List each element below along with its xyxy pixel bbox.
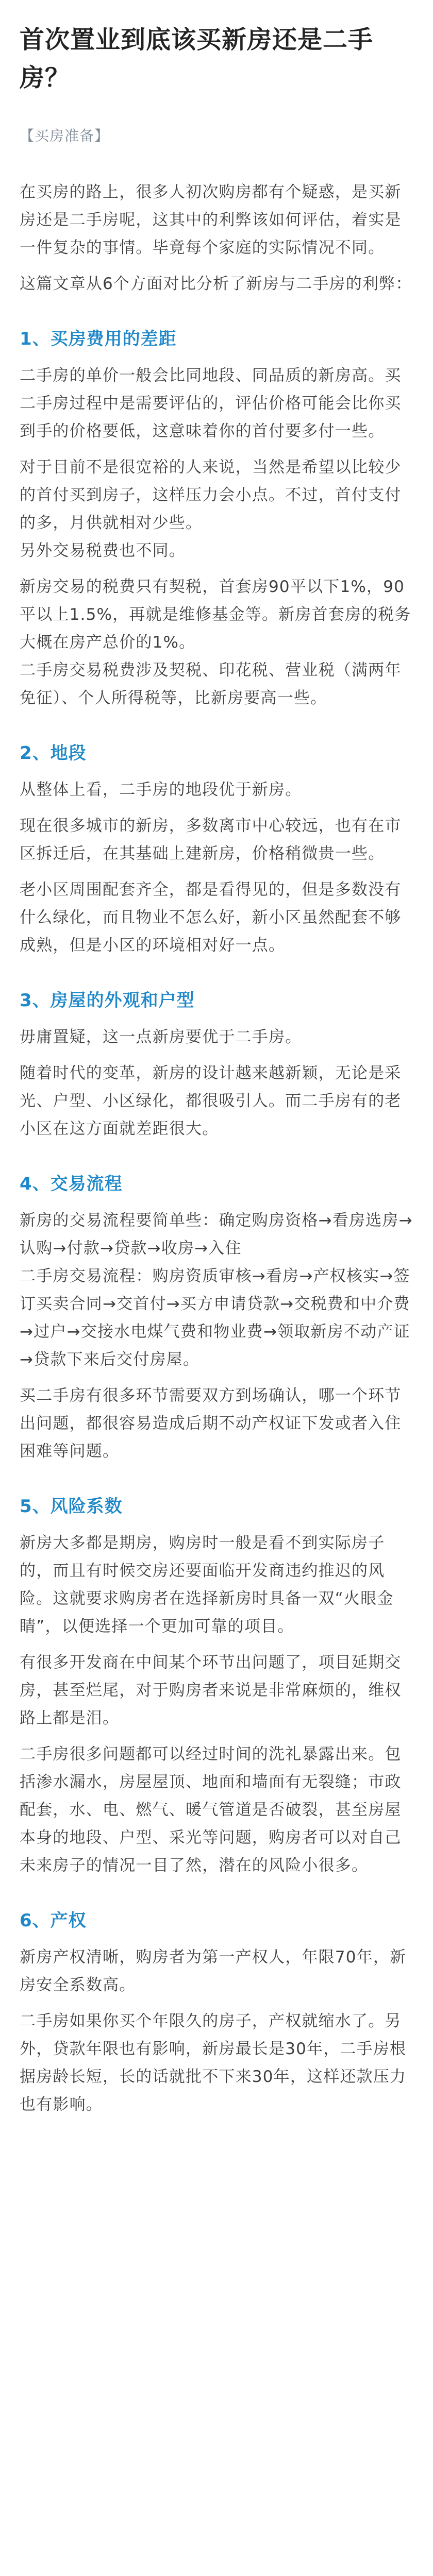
paragraph: 二手房交易流程：购房资质审核→看房→产权核实→签订买卖合同→交首付→买方申请贷款→交税费和中介费→过户→交接水电煤气费和物业费→领取新房不动产证→贷款下来后交付房屋。 xyxy=(20,1267,410,1369)
paragraph: 新房大多都是期房，购房时一般是看不到实际房子的，而且有时候交房还要面临开发商违约推迟的风险。这就要求购房者在选择新房时具备一双“火眼金睛”，以便选择一个更加可靠的项目。 xyxy=(20,1534,394,1636)
section-location xyxy=(20,734,413,959)
section-risk xyxy=(20,1487,413,1879)
section-heading: 6、产权 xyxy=(20,1910,87,1931)
paragraph: 对于目前不是很宽裕的人来说，当然是希望以比较少的首付买到房子，这样压力会小点。不过，首付支付的多，月供就相对少些。 xyxy=(20,458,402,532)
paragraph: 毋庸置疑，这一点新房要优于二手房。 xyxy=(20,1028,302,1046)
intro-section xyxy=(20,178,413,298)
paragraph: 二手房如果你买个年限久的房子，产权就缩水了。另外，贷款年限也有影响，新房最长是30年，二手房根据房龄长短，长的话就批不下来30年，这样还款压力也有影响。 xyxy=(20,2012,407,2114)
paragraph: 新房的交易流程要简单些：确定购房资格→看房选房→认购→付款→贷款→收房→入住 xyxy=(20,1211,413,1258)
section-ownership xyxy=(20,1901,413,2119)
category-tag: 【买房准备】 xyxy=(20,127,110,144)
section-heading: 3、房屋的外观和户型 xyxy=(20,990,195,1011)
section-cost xyxy=(20,319,413,712)
paragraph: 新房交易的税费只有契税，首套房90平以下1%，90平以上1.5%，再就是维修基金等。新房首套房的税务大概在房产总价的1%。 xyxy=(20,578,411,652)
paragraph: 二手房很多问题都可以经过时间的洗礼暴露出来。包括渗水漏水，房屋屋顶、地面和墙面有无裂缝；市政配套，水、电、燃气、暖气管道是否破裂，甚至房屋本身的地段、户型、采光等问题，购房者可以对自己未来房子的情况一目了然，潜在的风险小很多。 xyxy=(20,1745,402,1875)
paragraph: 现在很多城市的新房，多数离市中心较远，也有在市区拆迁后，在其基础上建新房，价格稍微贵一些。 xyxy=(20,817,402,863)
section-heading: 1、买房费用的差距 xyxy=(20,329,177,349)
paragraph: 从整体上看，二手房的地段优于新房。 xyxy=(20,781,302,799)
paragraph: 在买房的路上，很多人初次购房都有个疑惑，是买新房还是二手房呢，这其中的利弊该如何评估，着实是一件复杂的事情。毕竟每个家庭的实际情况不同。 xyxy=(20,183,402,257)
paragraph: 老小区周围配套齐全，都是看得见的，但是多数没有什么绿化，而且物业不怎么好，新小区虽然配套不够成熟，但是小区的环境相对好一点。 xyxy=(20,880,402,955)
paragraph: 另外交易税费也不同。 xyxy=(20,541,186,560)
section-heading: 2、地段 xyxy=(20,743,87,764)
article-body xyxy=(20,178,413,2119)
paragraph: 这篇文章从6个方面对比分析了新房与二手房的利弊： xyxy=(20,275,412,293)
paragraph: 二手房的单价一般会比同地段、同品质的新房高。买二手房过程中是需要评估的，评估价格可能会比你买到手的价格要低，这意味着你的首付要多付一些。 xyxy=(20,366,402,440)
section-heading: 5、风险系数 xyxy=(20,1496,123,1517)
paragraph: 买二手房有很多环节需要双方到场确认，哪一个环节出问题，都很容易造成后期不动产权证下发或者入住困难等问题。 xyxy=(20,1386,402,1461)
paragraph: 有很多开发商在中间某个环节出问题了，项目延期交房，甚至烂尾，对于购房者来说是非常麻烦的，维权路上都是泪。 xyxy=(20,1653,402,1727)
paragraph: 二手房交易税费涉及契税、印花税、营业税（满两年免征）、个人所得税等，比新房要高一些。 xyxy=(20,661,402,707)
paragraph: 随着时代的变革，新房的设计越来越新颖，无论是采光、户型、小区绿化，都很吸引人。而二手房有的老小区在这方面就差距很大。 xyxy=(20,1064,402,1138)
section-layout xyxy=(20,981,413,1143)
section-process xyxy=(20,1164,413,1465)
section-heading: 4、交易流程 xyxy=(20,1174,123,1194)
article-title: 首次置业到底该买新房还是二手房？ xyxy=(20,25,374,92)
paragraph: 新房产权清晰，购房者为第一产权人，年限70年，新房安全系数高。 xyxy=(20,1948,407,1994)
